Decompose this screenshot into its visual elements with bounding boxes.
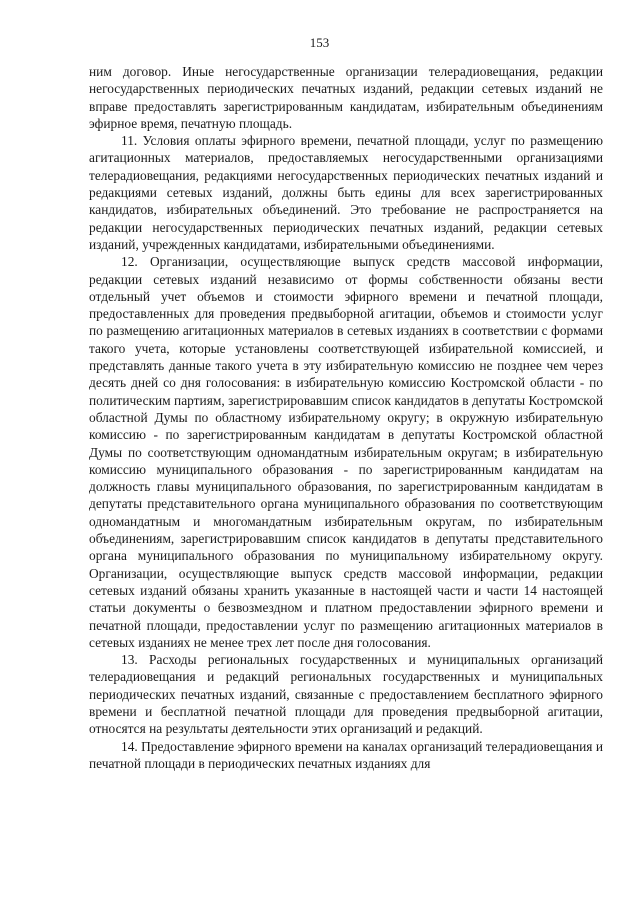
- paragraph-continuation: ним договор. Иные негосударственные организации телерадиовещания, редакции негосударственных периодических печатных изданий, редакции сетевых изданий не вправе предоставлять зарегистрированным кандидатам, избирательным объединениям эфирное время, печатную площадь.: [89, 64, 603, 131]
- paragraph-clause-11: 11. Условия оплаты эфирного времени, печатной площади, услуг по размещению агитационных материалов, предоставляемых негосударственными организациями телерадиовещания, редакциями негосударственных периодических печатных изданий и редакциями сетевых изданий, должны быть едины для всех зарегистрированных кандидатов, избирательных объединений. Это требование не распространяется на редакции негосударственных периодических печатных изданий, редакции сетевых изданий, учрежденных кандидатами, избирательными объединениями.: [89, 133, 603, 252]
- paragraph-clause-14: 14. Предоставление эфирного времени на каналах организаций телерадиовещания и печатной площади в периодических печатных изданиях для: [89, 738, 603, 771]
- paragraph-clause-12: 12. Организации, осуществляющие выпуск средств массовой информации, редакции сетевых изданий независимо от формы собственности обязаны вести отдельный учет объемов и стоимости эфирного времени и печатной площади, предоставленных для проведения предвыборной агитации, объемов и стоимости услуг по размещению агитационных материалов в сетевых изданиях в соответствии с формами такого учета, которые установлены соответствующей избирательной комиссией, и представлять данные такого учета в эту избирательную комиссию не позднее чем через десять дней со дня голосования: в избирательную комиссию Костромской области - по политическим партиям, зарегистрировавшим список кандидатов в депутаты Костромской областной Думы по областному избирательному округу; в окружную избирательную комиссию - по зарегистрированным кандидатам в депутаты Костромской областной Думы по соответствующим одномандатным избирательным округам; в избирательную комиссию муниципального образования - по зарегистрированным кандидатам на должность главы муниципального образования, по зарегистрированным кандидатам в депутаты представительного органа муниципального образования по соответствующим одномандатным и многомандатным избирательным округам, по избирательным объединениям, зарегистрировавшим список кандидатов в депутаты представительного органа муниципального образования по муниципальному избирательному округу. Организации, осуществляющие выпуск средств массовой информации, редакции сетевых изданий обязаны хранить указанные в настоящей части и части 14 настоящей статьи документы о безвозмездном и платном предоставлении эфирного времени и печатной площади, предоставлении услуг по размещению агитационных материалов в сетевых изданиях не менее трех лет после дня голосования.: [89, 254, 603, 650]
- paragraph-clause-13: 13. Расходы региональных государственных и муниципальных организаций телерадиовещания и редакций региональных государственных и муниципальных периодических печатных изданий, связанные с предоставлением бесплатного эфирного времени и бесплатной печатной площади для проведения предвыборной агитации, относятся на результаты деятельности этих организаций и редакций.: [89, 652, 603, 737]
- page-number: 153: [309, 35, 330, 50]
- document-body: [89, 63, 603, 772]
